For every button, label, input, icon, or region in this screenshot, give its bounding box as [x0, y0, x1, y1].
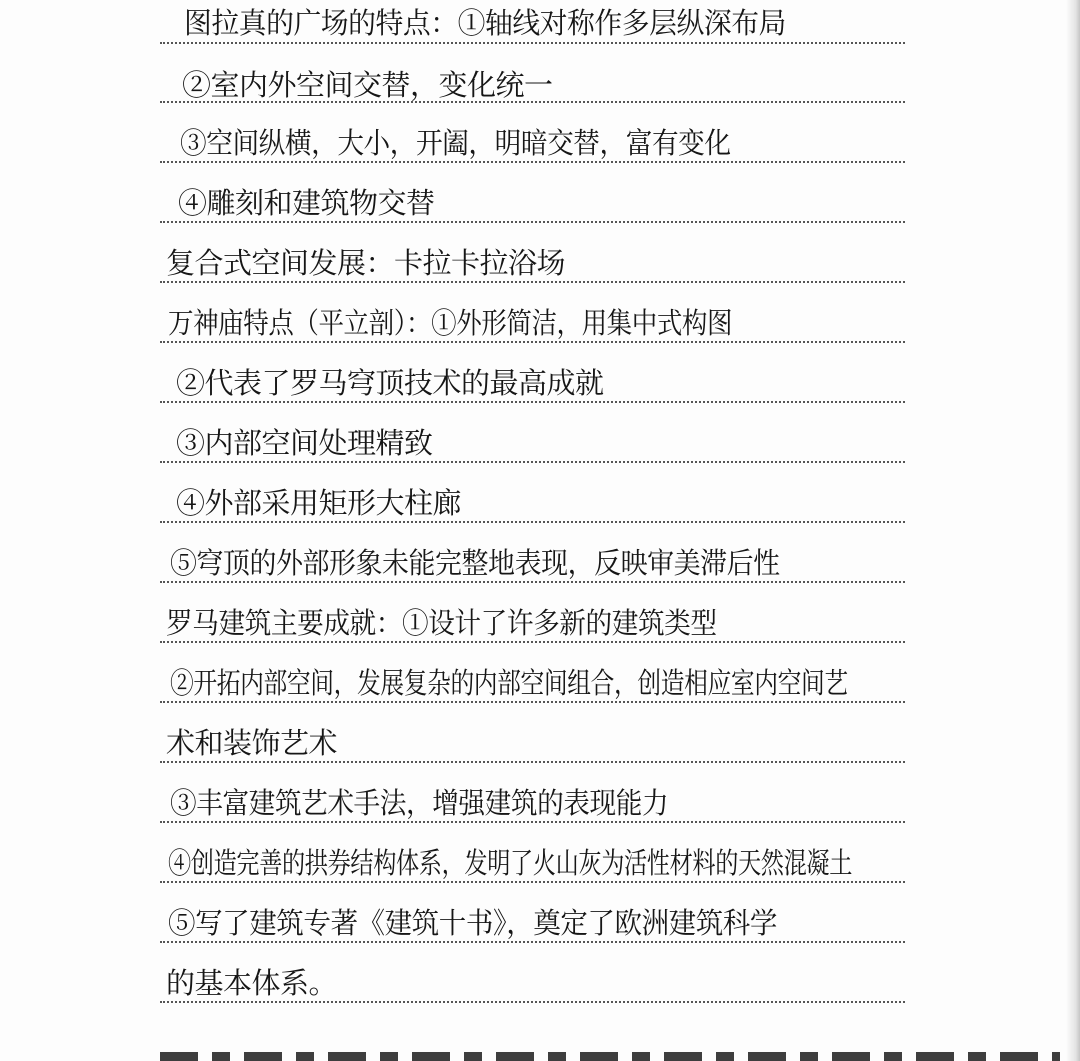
- note-line: ③丰富建筑艺术手法，增强建筑的表现能力: [170, 786, 669, 820]
- note-line: ④雕刻和建筑物交替: [178, 186, 435, 220]
- note-line: 图拉真的广场的特点：①轴线对称作多层纵深布局: [184, 6, 786, 40]
- note-line: ③内部空间处理精致: [176, 426, 433, 460]
- page-edge-shadow: [1066, 0, 1080, 1061]
- cut-off-text-strip: [160, 1052, 1060, 1061]
- note-line: 的基本体系。: [166, 966, 338, 1000]
- note-line: ⑤穹顶的外部形象未能完整地表现，反映审美滞后性: [170, 546, 780, 580]
- note-line: ④创造完善的拱券结构体系，发明了火山灰为活性材料的天然混凝土: [168, 846, 853, 880]
- note-line: ⑤写了建筑专著《建筑十书》，奠定了欧洲建筑科学: [168, 906, 777, 940]
- note-line: ②室内外空间交替，变化统一: [182, 68, 553, 102]
- note-line: 罗马建筑主要成就：①设计了许多新的建筑类型: [166, 606, 717, 640]
- note-line: ②开拓内部空间，发展复杂的内部空间组合，创造相应室内空间艺: [170, 666, 848, 700]
- note-line: ②代表了罗马穹顶技术的最高成就: [176, 366, 604, 400]
- note-line: ④外部采用矩形大柱廊: [176, 486, 462, 520]
- note-line: ③空间纵横，大小，开阖，明暗交替，富有变化: [180, 126, 731, 160]
- note-line: 术和装饰艺术: [166, 726, 338, 760]
- note-line: 复合式空间发展：卡拉卡拉浴场: [166, 246, 566, 280]
- note-line: 万神庙特点（平立剖）：①外形简洁，用集中式构图: [168, 306, 733, 340]
